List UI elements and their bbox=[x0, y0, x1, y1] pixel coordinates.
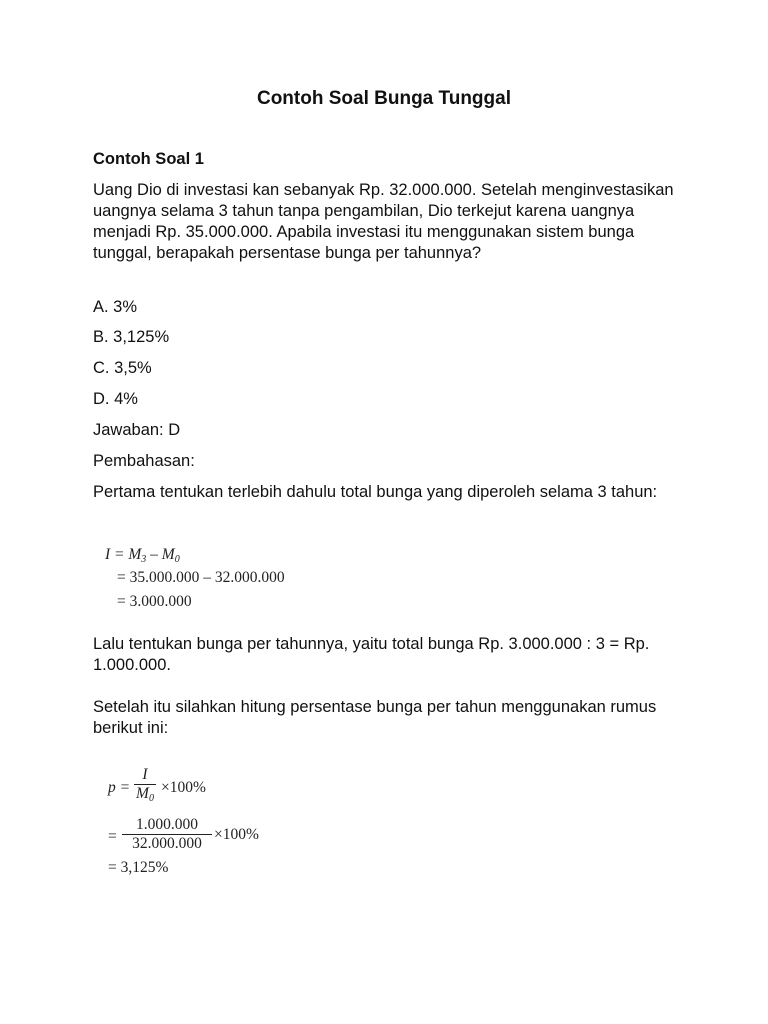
formula2-eq2: = bbox=[108, 828, 117, 845]
formula2-times1: ×100% bbox=[161, 779, 206, 796]
formula2-p-eq: p = bbox=[108, 779, 131, 796]
formula-percentage bbox=[108, 764, 308, 879]
formula2-times2: ×100% bbox=[214, 826, 259, 843]
option-c: C. 3,5% bbox=[93, 359, 152, 377]
step1-paragraph: Pertama tentukan terlebih dahulu total bunga yang diperoleh selama 3 tahun: bbox=[93, 483, 658, 501]
question-paragraph: Uang Dio di investasi kan sebanyak Rp. 32.000.000. Setelah menginvestasikan uangnya selama 3 tahun tanpa pengambilan, Dio terkejut karena uangnya menjadi Rp. 35.000.000. Apabila investasi itu menggunakan sistem bunga tunggal, berapakah persentase bunga per tahunnya? bbox=[93, 181, 674, 262]
option-a: A. 3% bbox=[93, 298, 138, 316]
formula1-line3: = 3.000.000 bbox=[117, 593, 192, 610]
answer-text: Jawaban: D bbox=[93, 421, 181, 439]
formula1-line2: = 35.000.000 – 32.000.000 bbox=[117, 569, 285, 586]
page-title: Contoh Soal Bunga Tunggal bbox=[256, 88, 511, 109]
formula2-fraction-1: I $M_0$ bbox=[134, 766, 156, 804]
section-title: Contoh Soal 1 bbox=[93, 150, 204, 168]
discussion-label: Pembahasan: bbox=[93, 452, 195, 470]
formula2-fraction-2: 1.000.000 32.000.000 bbox=[122, 816, 212, 853]
step3-paragraph: Setelah itu silahkan hitung persentase bunga per tahun menggunakan rumus berikut ini: bbox=[93, 698, 657, 737]
formula-total-interest bbox=[105, 546, 345, 616]
option-b: B. 3,125% bbox=[93, 328, 170, 346]
option-d: D. 4% bbox=[93, 390, 138, 408]
step2-paragraph: Lalu tentukan bunga per tahunnya, yaitu total bunga Rp. 3.000.000 : 3 = Rp. 1.000.000. bbox=[93, 635, 650, 674]
formula1-line1: $I = M_3 - M_0$ bbox=[105, 546, 180, 565]
formula2-result: = 3,125% bbox=[108, 859, 169, 876]
